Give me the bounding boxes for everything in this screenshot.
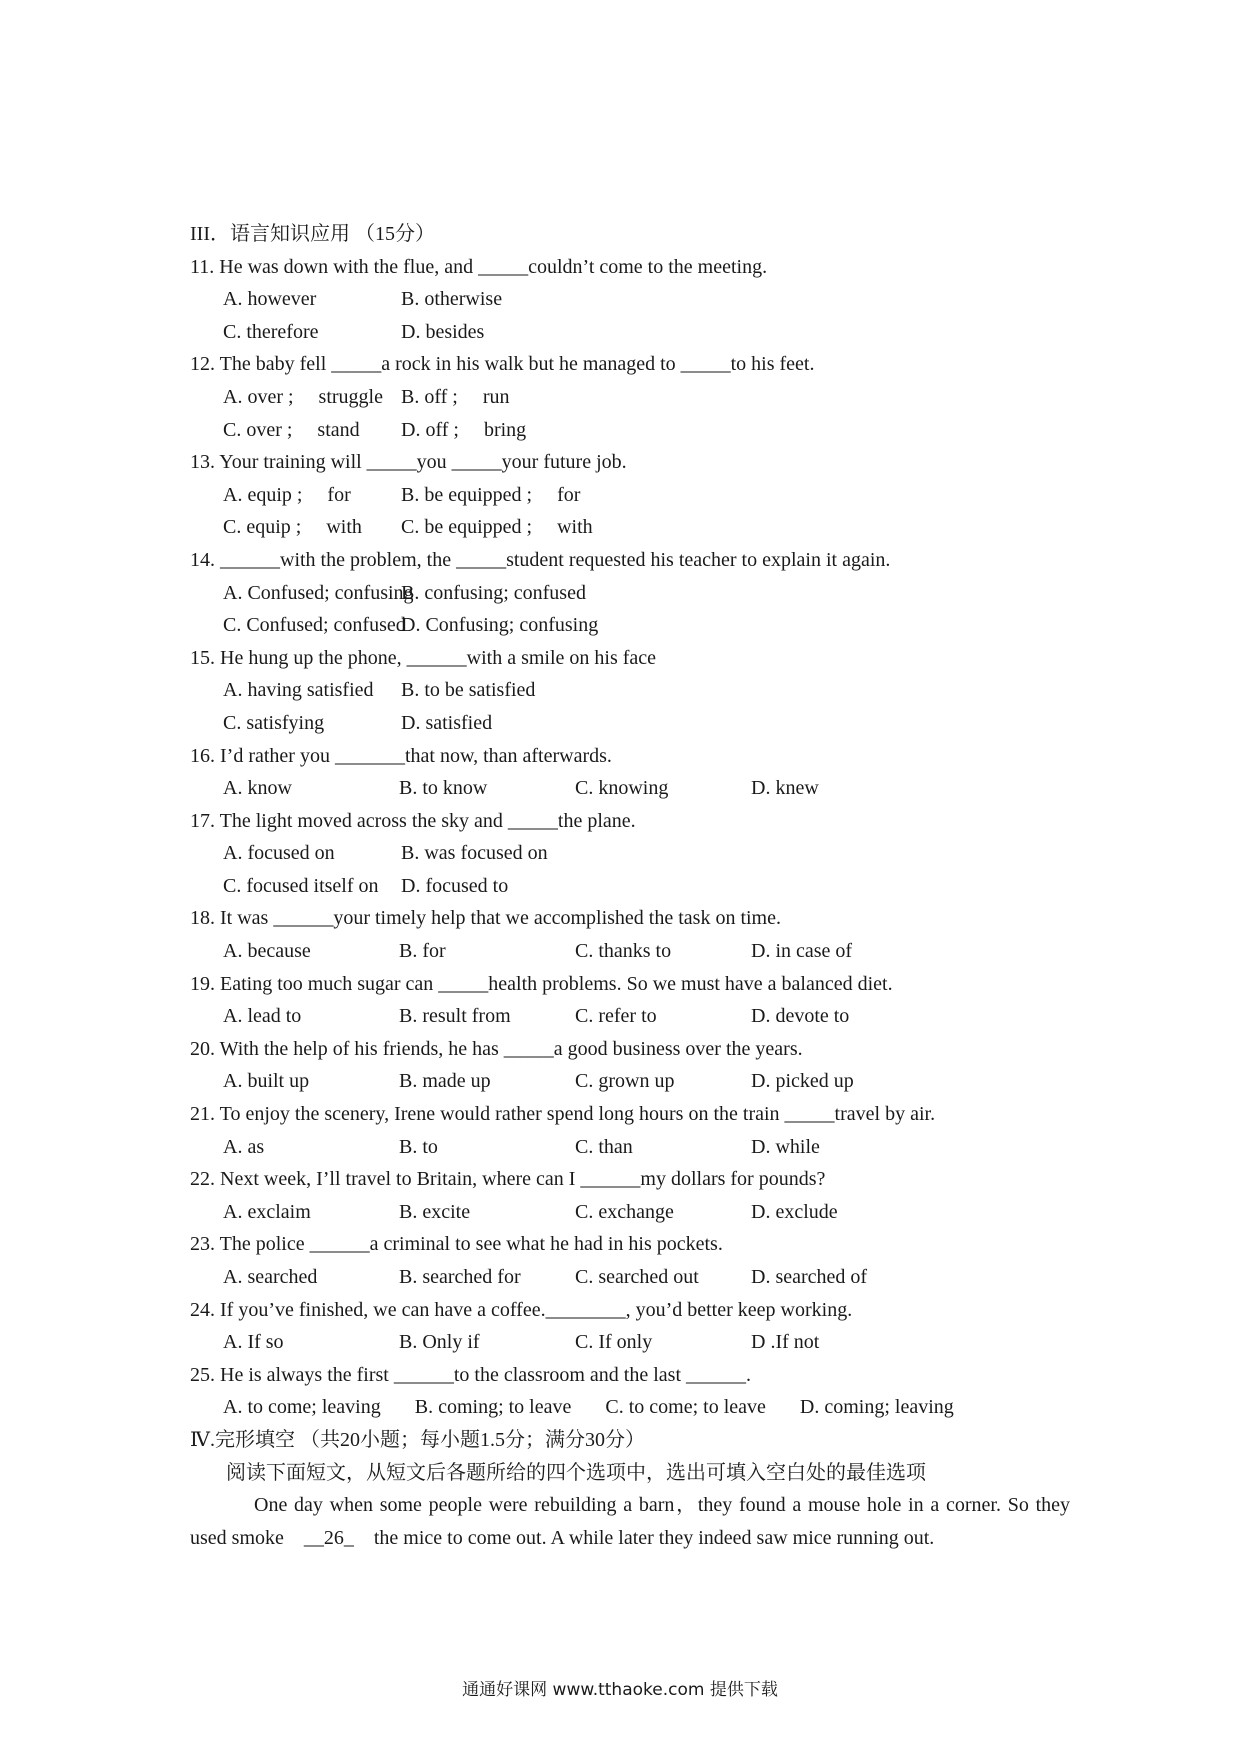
option-row <box>190 1065 1070 1098</box>
option-row <box>190 772 1070 805</box>
answer-option: B. Only if <box>399 1331 480 1354</box>
answer-option: A. searched <box>223 1266 318 1288</box>
answer-option: D. in case of <box>751 940 853 963</box>
answer-option: C. searched out <box>575 1266 699 1288</box>
option-row <box>190 707 1070 740</box>
answer-option: C. Confused; confused <box>223 614 406 637</box>
option-row <box>190 1391 1070 1424</box>
answer-option: A. equip ; for <box>223 483 351 506</box>
page-footer: 通通好课网 www.tthaoke.com 提供下载 <box>462 1680 778 1700</box>
question-stem: 17. The light moved across the sky and _____the plane. <box>190 809 636 832</box>
question-stem: 23. The police ______a criminal to see what he had in his pockets. <box>190 1233 723 1256</box>
answer-option: D .If not <box>751 1331 820 1354</box>
answer-option: B. otherwise <box>401 288 503 311</box>
option-row <box>190 316 1070 349</box>
answer-option: D. focused to <box>401 874 509 897</box>
option-row <box>190 414 1070 447</box>
answer-option: C. than <box>575 1135 633 1158</box>
answer-option: D. besides <box>401 320 485 343</box>
option-row <box>190 1326 1070 1359</box>
answer-option: A. because <box>223 940 311 963</box>
answer-option: B. to <box>399 1135 438 1158</box>
answer-option: D. off ; bring <box>401 418 527 441</box>
option-row <box>190 609 1070 642</box>
question-stem: 25. He is always the first ______to the classroom and the last ______. <box>190 1363 752 1386</box>
option-row <box>190 1000 1070 1033</box>
answer-option: A. as <box>223 1135 265 1158</box>
answer-option: A. Confused; confusing <box>223 581 414 604</box>
answer-option: B. for <box>399 940 446 963</box>
answer-option: D. knew <box>751 777 819 800</box>
option-row <box>190 381 1070 414</box>
answer-option: D. picked up <box>751 1070 854 1093</box>
question-stem: 11. He was down with the flue, and _____couldn’t come to the meeting. <box>190 255 768 278</box>
answer-option: B. excite <box>399 1200 471 1223</box>
answer-option: B. to know <box>399 777 488 800</box>
answer-option: C. thanks to <box>575 940 672 963</box>
exam-content <box>190 218 1070 1554</box>
option-row <box>190 1261 1070 1294</box>
option-row <box>190 511 1070 544</box>
answer-option: A. built up <box>223 1070 310 1093</box>
answer-option: D. devote to <box>751 1005 850 1028</box>
question-stem: 18. It was ______your timely help that we accomplished the task on time. <box>190 907 781 930</box>
section-4-instruction: 阅读下面短文，从短文后各题所给的四个选项中，选出可填入空白处的最佳选项 <box>226 1461 926 1484</box>
option-row <box>190 479 1070 512</box>
answer-option: C. satisfying <box>223 711 325 734</box>
option-row <box>190 935 1070 968</box>
answer-option: C. therefore <box>223 320 319 343</box>
answer-option: C. grown up <box>575 1070 675 1093</box>
option-row <box>190 837 1070 870</box>
question-stem: 20. With the help of his friends, he has _____a good business over the years. <box>190 1037 803 1060</box>
cloze-passage: One day when some people were rebuilding a barn，they found a mouse hole in a corner. So they used smoke __26_ the mice to come out. A while later they indeed saw mice running out. <box>190 1494 1070 1549</box>
answer-option: B. confusing; confused <box>401 581 586 604</box>
option-row <box>190 1196 1070 1229</box>
answer-option: A. know <box>223 777 292 800</box>
option-row <box>190 577 1070 610</box>
answer-option: A. to come; leaving <box>223 1396 381 1419</box>
answer-option: B. searched for <box>399 1266 521 1288</box>
question-stem: 12. The baby fell _____a rock in his walk but he managed to _____to his feet. <box>190 353 815 376</box>
answer-option: A. lead to <box>223 1005 302 1028</box>
answer-option: A. If so <box>223 1331 284 1354</box>
answer-option: B. was focused on <box>401 842 548 865</box>
answer-option: C. If only <box>575 1331 653 1354</box>
question-stem: 15. He hung up the phone, ______with a smile on his face <box>190 646 657 669</box>
option-row <box>190 1131 1070 1164</box>
answer-option: C. knowing <box>575 777 669 800</box>
option-row <box>190 674 1070 707</box>
answer-option: C. equip ; with <box>223 516 362 539</box>
question-stem: 19. Eating too much sugar can _____health problems. So we must have a balanced diet. <box>190 972 893 995</box>
question-stem: 21. To enjoy the scenery, Irene would rather spend long hours on the train _____travel by air. <box>190 1103 936 1126</box>
answer-option: A. over ; struggle <box>223 385 383 408</box>
section-4-title: Ⅳ.完形填空 （共20小题；每小题1.5分；满分30分） <box>190 1428 645 1451</box>
answer-option: A. having satisfied <box>223 679 374 702</box>
answer-option: C. exchange <box>575 1200 674 1223</box>
answer-option: D. exclude <box>751 1200 838 1223</box>
answer-option: C. be equipped ; with <box>401 516 593 539</box>
question-list <box>190 251 1070 1424</box>
answer-option: A. exclaim <box>223 1200 311 1223</box>
answer-option: B. to be satisfied <box>401 679 536 702</box>
question-stem: 24. If you’ve finished, we can have a coffee.________, you’d better keep working. <box>190 1298 853 1321</box>
answer-option: C. focused itself on <box>223 874 379 897</box>
question-stem: 14. ______with the problem, the _____student requested his teacher to explain it again. <box>190 548 891 571</box>
answer-option: C. over ; stand <box>223 418 360 441</box>
answer-option: A. focused on <box>223 842 335 865</box>
answer-option: A. however <box>223 288 317 311</box>
answer-option: B. coming; to leave <box>414 1396 572 1419</box>
answer-option: D. searched of <box>751 1266 868 1288</box>
answer-option: B. off ; run <box>401 385 510 408</box>
answer-option: B. be equipped ; for <box>401 483 581 506</box>
section-3-title: III．语言知识应用 （15分） <box>190 223 435 245</box>
question-stem: 22. Next week, I’ll travel to Britain, where can I ______my dollars for pounds? <box>190 1168 826 1191</box>
question-stem: 16. I’d rather you _______that now, than afterwards. <box>190 744 612 767</box>
answer-option: C. refer to <box>575 1005 657 1028</box>
answer-option: B. result from <box>399 1005 511 1028</box>
answer-option: D. coming; leaving <box>799 1396 954 1419</box>
answer-option: D. Confusing; confusing <box>401 614 599 637</box>
option-row <box>190 870 1070 903</box>
answer-option: C. to come; to leave <box>605 1396 766 1419</box>
answer-option: D. satisfied <box>401 711 493 734</box>
question-stem: 13. Your training will _____you _____your future job. <box>190 451 627 474</box>
option-row <box>190 283 1070 316</box>
answer-option: D. while <box>751 1135 820 1158</box>
answer-option: B. made up <box>399 1070 491 1093</box>
